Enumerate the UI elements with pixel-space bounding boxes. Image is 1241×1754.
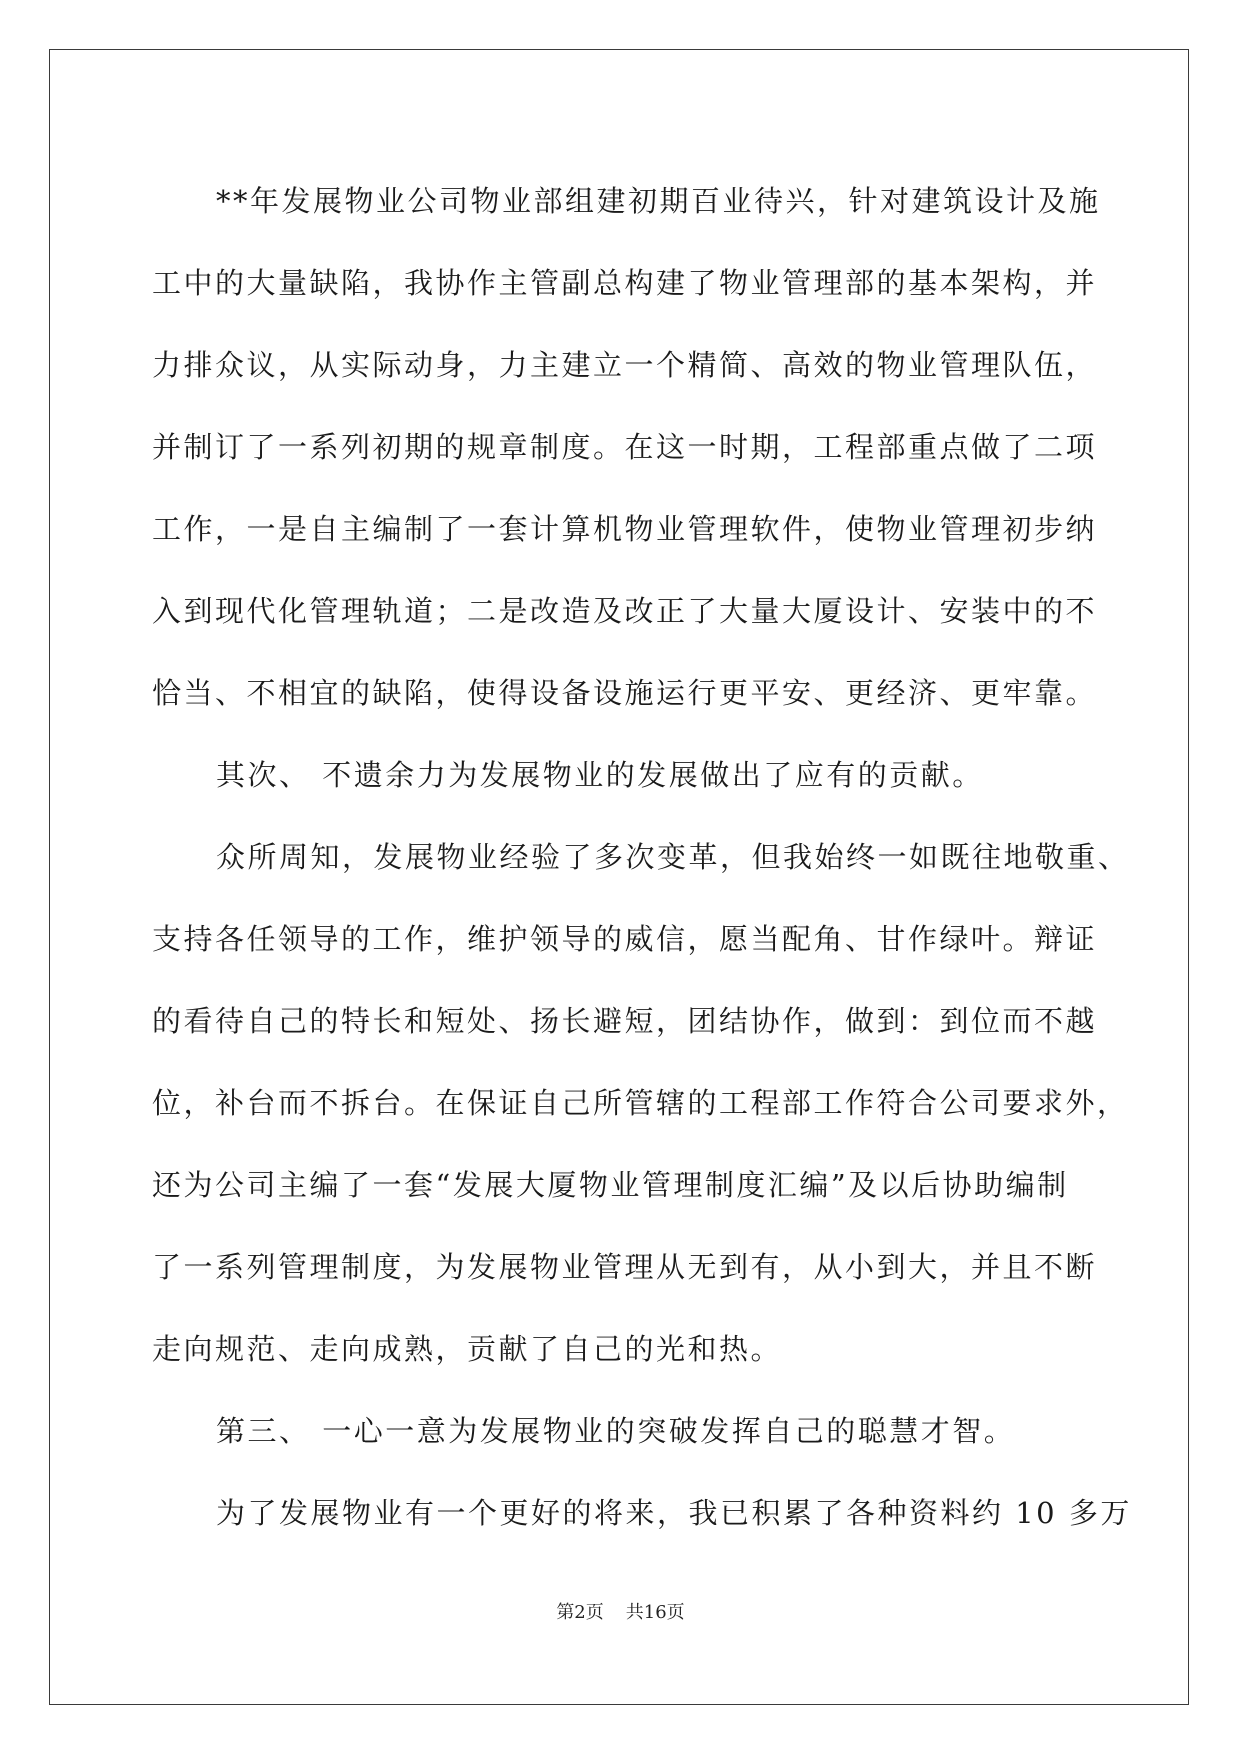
section-heading: 其次、 不遗余力为发展物业的发展做出了应有的贡献。 [216,758,984,792]
total-pages: 共16页 [625,1602,685,1623]
text-line: 还为公司主编了一套“发展大厦物业管理制度汇编”及以后协助编制 [152,1168,1069,1202]
text-line: 工作，一是自主编制了一套计算机物业管理软件，使物业管理初步纳 [152,512,1098,546]
text-line: **年发展物业公司物业部组建初期百业待兴，针对建筑设计及施 [216,184,1101,218]
text-line: 力排众议，从实际动身，力主建立一个精简、高效的物业管理队伍， [152,348,1098,382]
page-footer [0,1598,1241,1624]
text-line: 为了发展物业有一个更好的将来，我已积累了各种资料约 10 多万 [216,1496,1132,1530]
text-line: 了一系列管理制度，为发展物业管理从无到有，从小到大，并且不断 [152,1250,1098,1284]
text-line: 工中的大量缺陷，我协作主管副总构建了物业管理部的基本架构，并 [152,266,1098,300]
text-line: 入到现代化管理轨道；二是改造及改正了大量大厦设计、安装中的不 [152,594,1098,628]
text-line: 走向规范、走向成熟，贡献了自己的光和热。 [152,1332,783,1366]
text-line: 位，补台而不拆台。在保证自己所管辖的工程部工作符合公司要求外， [152,1086,1129,1120]
text-line: 的看待自己的特长和短处、扬长避短，团结协作，做到：到位而不越 [152,1004,1098,1038]
text-line: 众所周知，发展物业经验了多次变革，但我始终一如既往地敬重、 [216,840,1130,874]
text-line: 恰当、不相宜的缺陷，使得设备设施运行更平安、更经济、更牢靠。 [152,676,1098,710]
text-line: 并制订了一系列初期的规章制度。在这一时期，工程部重点做了二项 [152,430,1098,464]
section-heading: 第三、 一心一意为发展物业的突破发挥自己的聪慧才智。 [216,1414,1016,1448]
current-page-number: 第2页 [556,1602,604,1623]
text-line: 支持各任领导的工作，维护领导的威信，愿当配角、甘作绿叶。辩证 [152,922,1098,956]
body-text [152,160,1132,1554]
